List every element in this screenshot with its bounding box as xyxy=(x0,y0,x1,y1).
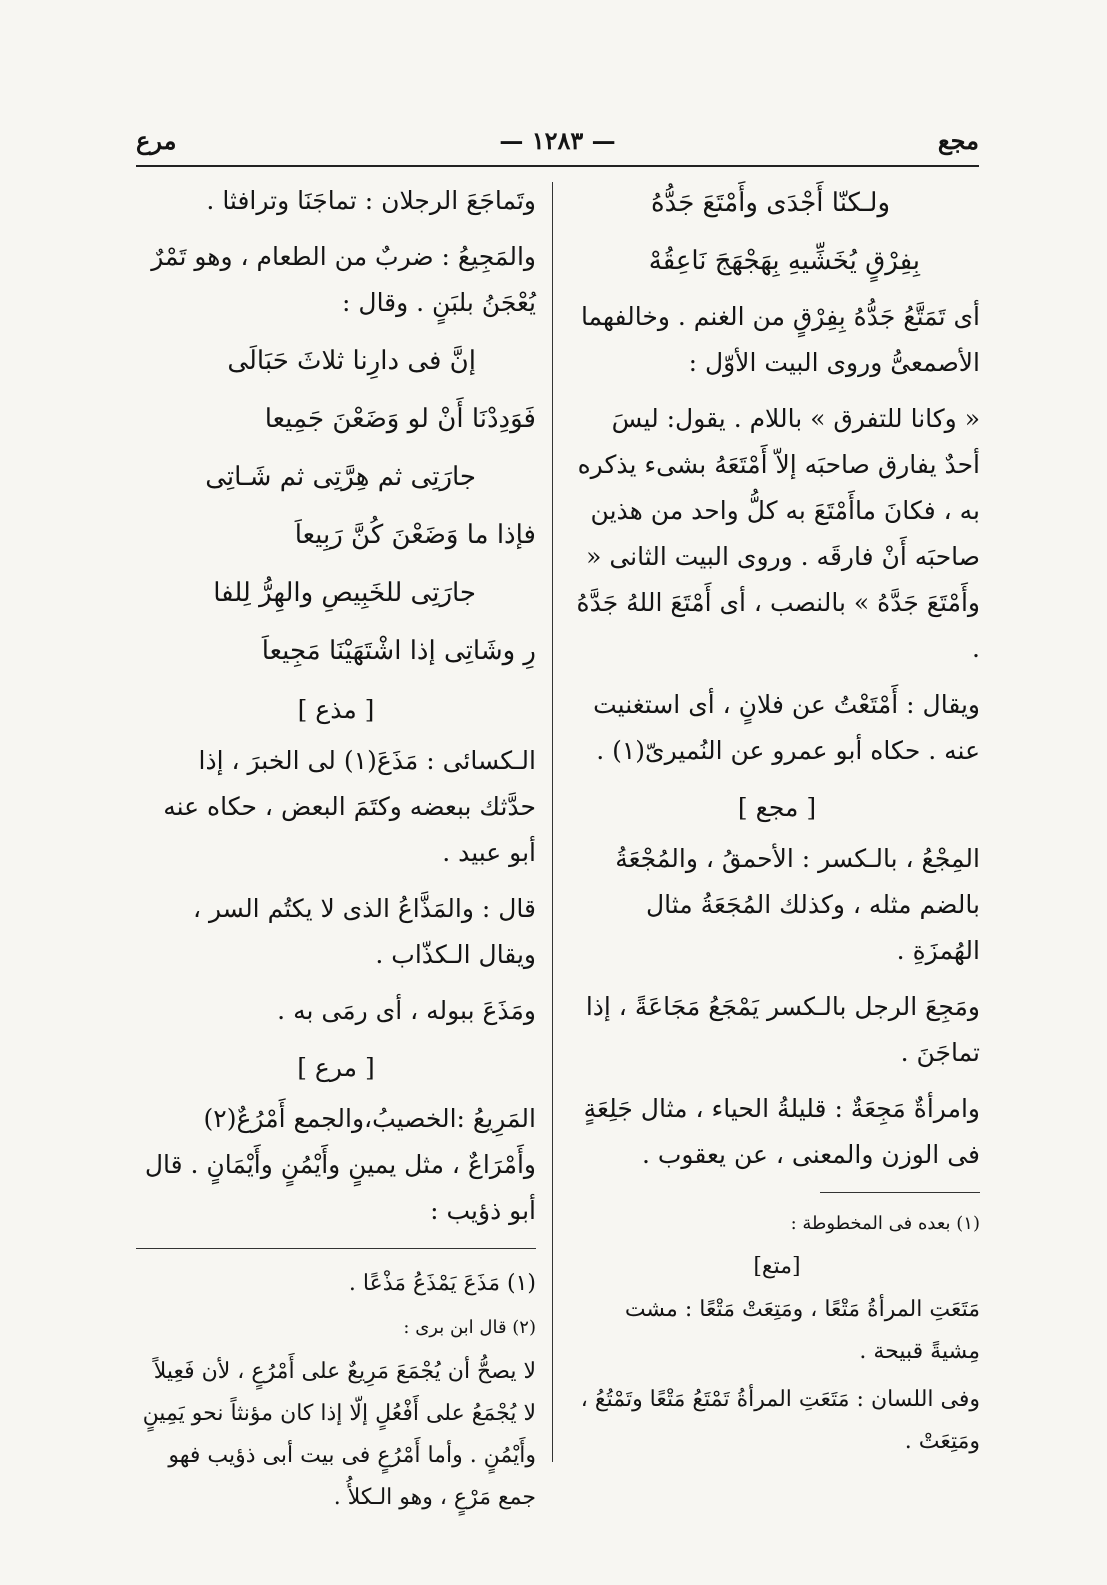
text-paragraph: المَرِيعُ :الخصيبُ،والجمع أَمْرُعٌ(٢) وأَمْرَاعٌ ، مثل يمينٍ وأَيْمُنٍ وأَيْمَانٍ . قال أبو ذؤيب : xyxy=(144,1104,536,1225)
footnote-text: مَتَعَتِ المرأةُ مَتْعًا ، ومَتِعَتْ مَتْعًا : مشت مِشيةً قبيحة . xyxy=(624,1297,980,1364)
text-paragraph: المِجْعُ ، بالـكسر : الأحمقُ ، والمُجْعَةُ بالضم مثله ، وكذلك المُجَعَةُ مثال الهُمزَةِ . xyxy=(615,844,980,965)
text-paragraph: أى تَمَتَّعُ جَدُّهُ بِفِرْقٍ من الغنم . وخالفهما الأصمعىُّ وروى البيت الأوّل : xyxy=(580,302,980,377)
verse-line: بِفِرْقٍ يُخَشِّيهِ بِهَجْهَجَ نَاعِقُهْ xyxy=(648,246,920,276)
header-left-entry: مرع xyxy=(136,126,177,155)
page-header xyxy=(136,126,979,166)
page-number: — ١٢٨٣ — xyxy=(499,126,616,155)
footnote: (٢) قال ابن برى : xyxy=(403,1317,536,1338)
verse-line: رِ وشَاتِى إذا اشْتَهَيْنَا مَجِيعاَ xyxy=(261,636,536,666)
verse-line: جارَتِى ثم هِرَّتِى ثم شَـاتِى xyxy=(205,462,476,492)
footnote-text: لا يصحُّ أن يُجْمَعَ مَرِيعٌ على أَمْرُعٍ ، لأن فَعِيلاً لا يُجْمَعُ على أَفْعُلٍ إلّا إذا كان مؤنثاً نحو يَمِينٍ وأَيْمُنٍ . وأما أَمْرُعٍ فى بيت أبى ذؤيب فهو جمع مَرْعٍ ، وهو الـكلأُ . xyxy=(142,1359,536,1510)
footnote-text: وفى اللسان : مَتَعَتِ المرأةُ تَمْتَعُ مَتْعًا وتَمْتُعُ ، ومَتِعَتْ . xyxy=(580,1387,980,1454)
text-paragraph: وامرأةٌ مَجِعَةٌ : قليلةُ الحياء ، مثال جَلِعَةٍ فى الوزن والمعنى ، عن يعقوب . xyxy=(583,1094,980,1169)
entry-heading: [ مجع ] xyxy=(737,793,817,822)
footnote-rule xyxy=(820,1192,980,1193)
text-paragraph: « وكانا للتفرق » باللام . يقول: ليسَ أحدٌ يفارق صاحبَه إلاّ أَمْتَعَهُ بشىء يذكره به ، فكانَ ماأَمْتَعَ به كلُّ واحد من هذين صاحبَه أَنْ فارقَه . وروى البيت الثانى « وأَمْتَعَ جَدَّهُ » بالنصب ، أى أَمْتَعَ اللهُ جَدَّهُ . xyxy=(576,404,980,663)
verse-line: فإذا ما وَضَعْنَ كُنَّ رَبِيعاَ xyxy=(294,520,536,550)
verse-line: فَوَدِدْنَا أَنْ لو وَضَعْنَ جَمِيعا xyxy=(264,404,536,434)
right-column xyxy=(574,178,980,1469)
entry-heading: [ مرع ] xyxy=(297,1053,375,1082)
footnote: (١) بعده فى المخطوطة : xyxy=(790,1213,980,1234)
footnote: (١) مَذَعَ يَمْذَعُ مَذْعًا . xyxy=(348,1271,536,1296)
verse-line: إنَّ فى دارِنا ثلاثَ حَبَالَى xyxy=(227,346,476,376)
text-paragraph: قال : والمَذَّاعُ الذى لا يكتُم السر ، ويقال الـكذّاب . xyxy=(192,894,536,969)
verse-line: ولـكنّا أَجْدَى وأَمْتَعَ جَدُّهُ xyxy=(650,188,890,218)
footnote-heading: [متع] xyxy=(753,1254,801,1279)
left-column xyxy=(136,178,536,1525)
text-paragraph: ومَجِعَ الرجل بالـكسر يَمْجَعُ مَجَاعَةً ، إذا تماجَنَ . xyxy=(585,992,980,1067)
text-paragraph: ومَذَعَ ببوله ، أى رمَى به . xyxy=(277,996,536,1025)
header-rule xyxy=(136,165,979,167)
header-right-entry: مجع xyxy=(937,126,979,155)
footnote-rule xyxy=(136,1248,536,1249)
text-paragraph: وتَماجَعَ الرجلان : تماجَنَا وترافثا . xyxy=(206,186,536,215)
text-paragraph: ويقال : أَمْتَعْتُ عن فلانٍ ، أى استغنيت عنه . حكاه أبو عمرو عن النُميرىّ(١) . xyxy=(593,690,980,765)
entry-heading: [ مذع ] xyxy=(297,695,375,724)
text-paragraph: الـكسائى : مَذَعَ(١) لى الخبرَ ، إذا حدَّثك ببعضه وكتَمَ البعض ، حكاه عنه أبو عبيد . xyxy=(163,746,536,867)
text-paragraph: والمَجِيعُ : ضربٌ من الطعام ، وهو تَمْرٌ يُعْجَنُ بلبَنٍ . وقال : xyxy=(151,242,536,317)
verse-line: جارَتِى للخَبِيصِ والهِرُّ لِلفا xyxy=(213,578,476,608)
column-divider xyxy=(552,182,553,1462)
